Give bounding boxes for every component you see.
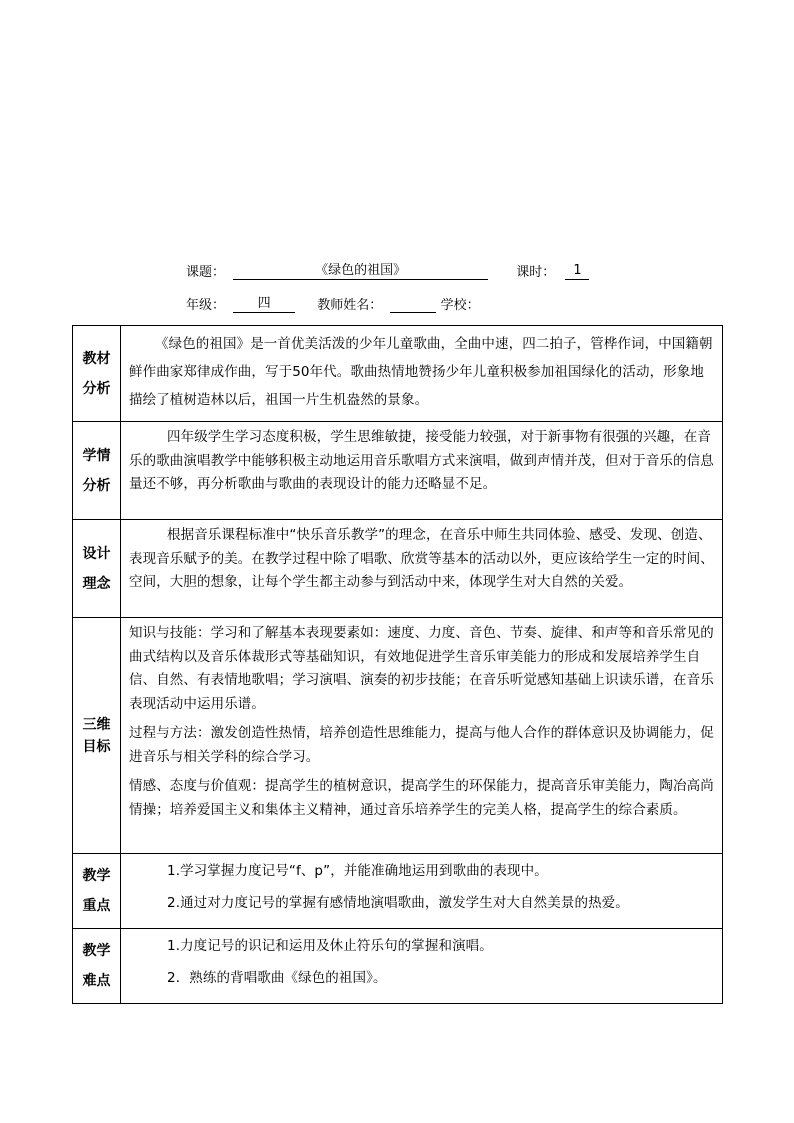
row-head-line-2: 难点 (82, 973, 111, 989)
row-head-line-1: 设计 (82, 545, 111, 562)
list-item: 2．熟练的背唱歌曲《绿色的祖国》。 (167, 970, 387, 986)
paragraph: 根据音乐课程标准中“快乐音乐教学”的理念，在音乐中师生共同体验、感受、发现、创造、表现音乐赋予的美。在教学过程中除了唱歌、欣赏等基本的活动以外，更应该给学生一定的时间、空间，大胆的想象，让每个学生都主动参与到活动中来，体现学生对大自然的关爱。 (129, 527, 714, 590)
row-content (121, 929, 723, 1004)
row-difficult-points (73, 929, 723, 1004)
list-item: 2.通过对力度记号的掌握有感情地演唱歌曲，激发学生对大自然美景的热爱。 (167, 895, 629, 911)
row-head-line-2: 重点 (82, 898, 111, 914)
topic-label: 课题： (186, 265, 226, 280)
row-head-line-2: 理念 (82, 575, 111, 592)
list-item: 1.学习掌握力度记号“f、p”，并能准确地运用到歌曲的表现中。 (167, 863, 548, 879)
period-label: 课时： (516, 265, 556, 280)
row-head (73, 854, 121, 929)
row-head-line-1: 教学 (82, 943, 111, 959)
list-item: 1.力度记号的识记和运用及休止符乐句的掌握和演唱。 (167, 938, 493, 954)
row-head-line-1: 教材 (82, 350, 111, 367)
paragraph-emotion-values: 情感、态度与价值观：提高学生的植树意识，提高学生的环保能力，提高音乐审美能力，陶冶高尚情操；培养爱国主义和集体主义精神，通过音乐培养学生的完美人格，提高学生的综合素质。 (129, 778, 714, 818)
header-row-topic (186, 261, 589, 280)
row-content (121, 618, 723, 854)
row-head-line-2: 分析 (82, 380, 111, 397)
row-content (121, 854, 723, 929)
row-head-line-2: 分析 (82, 477, 111, 494)
row-content (121, 422, 723, 520)
paragraph: 四年级学生学习态度积极，学生思维敏捷，接受能力较强，对于新事物有很强的兴趣，在音乐的歌曲演唱教学中能够积极主动地运用音乐歌唱方式来演唱，做到声情并茂，但对于音乐的信息量还不够，再分析歌曲与歌曲的表现设计的能力还略显不足。 (129, 429, 714, 492)
row-key-points (73, 854, 723, 929)
row-student-analysis (73, 422, 723, 520)
paragraph-process-methods: 过程与方法：激发创造性热情，培养创造性思维能力，提高与他人合作的群体意识及协调能力，促进音乐与相关学科的综合学习。 (129, 725, 714, 765)
paragraph-knowledge-skills: 知识与技能：学习和了解基本表现要素如：速度、力度、音色、节奏、旋律、和声等和音乐常见的曲式结构以及音乐体裁形式等基础知识，有效地促进学生音乐审美能力的形成和发展培养学生自信、自然、有表情地歌唱；学习演唱、演奏的初步技能；在音乐听觉感知基础上识读乐谱，在音乐表现活动中运用乐谱。 (129, 625, 714, 712)
grade-label: 年级： (186, 298, 226, 313)
row-head-line-1: 三维 (82, 716, 111, 733)
row-head (73, 326, 121, 422)
row-textbook-analysis (73, 326, 723, 422)
grade-value: 四 (233, 295, 295, 313)
row-head (73, 929, 121, 1004)
lesson-plan-table (72, 325, 723, 1004)
row-head (73, 520, 121, 618)
row-head-line-2: 目标 (82, 738, 111, 755)
teacher-label: 教师姓名： (317, 298, 383, 313)
row-head (73, 422, 121, 520)
row-head (73, 618, 121, 854)
school-label: 学校： (440, 298, 480, 313)
topic-value: 《绿色的祖国》 (233, 262, 488, 280)
row-content (121, 520, 723, 618)
row-head-line-1: 教学 (82, 868, 111, 884)
teacher-value (390, 295, 436, 313)
row-content (121, 326, 723, 422)
row-three-dimensional-goals (73, 618, 723, 854)
paragraph: 《绿色的祖国》是一首优美活泼的少年儿童歌曲，全曲中速，四二拍子，管桦作词，中国籍朝鲜作曲家郑律成作曲，写于50年代。歌曲热情地赞扬少年儿童积极参加祖国绿化的活动，形象地描绘了植树造林以后，祖国一片生机盎然的景象。 (129, 336, 713, 408)
period-value: 1 (565, 262, 589, 280)
row-design-concept (73, 520, 723, 618)
header-row-grade (186, 294, 480, 313)
row-head-line-1: 学情 (82, 447, 111, 464)
